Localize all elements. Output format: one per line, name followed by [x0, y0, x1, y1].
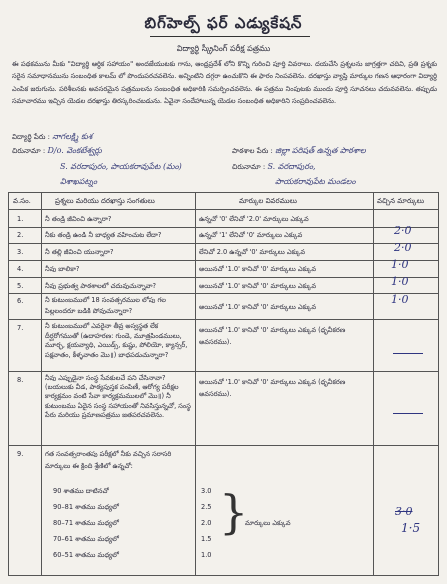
student-name-label: విద్యార్థి పేరు : — [12, 133, 50, 141]
row-5-scoring: అయినచో '1.0' కానిచో '0' మార్కులు ఎక్కువ — [199, 282, 317, 290]
title-underline — [150, 36, 310, 37]
mark-row-4: 1·0 — [391, 258, 409, 271]
row-divider — [9, 227, 438, 228]
form-subtitle: విద్యార్థి స్క్రీనింగ్ పరీక్ష పత్రము — [176, 44, 271, 53]
grade-1-score: 3.0 — [201, 487, 212, 495]
row-3-question: నీ తల్లి జీవించి యున్నారా? — [45, 248, 114, 256]
grade-4-label: 70–61 శాతము మధ్యలో — [53, 535, 119, 543]
student-name-row — [12, 132, 92, 143]
row-2-sno: 2. — [17, 231, 24, 239]
row-5-sno: 5. — [17, 282, 24, 290]
row-5-question: నీవు ప్రభుత్వ పాఠశాలలో చదువుచున్నావా? — [45, 282, 157, 290]
header-question: ప్రశ్నలు మరియు దరఖాస్తు సంగతులు — [55, 197, 155, 205]
row-divider — [9, 277, 438, 278]
mark-row-6: 1·0 — [391, 293, 409, 306]
row-divider — [9, 371, 438, 372]
column-divider — [41, 193, 42, 575]
column-divider — [373, 193, 374, 575]
row-7-sno: 7. — [17, 324, 24, 332]
row-8-question: నీవు ఎప్పుడైనా సంస్థ సేవకులచే పని చేసినావా? (బయలుకు వీడ, పాఠ్యపుస్తక పంపిణీ, ఆరోగ్య పరీక్షల కార్యక్రమం వంటి సేవా కార్యక్రమములలో మొ॥) నీ కుటుంబము ఏదైన సంస్థ సహాయంతో నివసిస్తున్నచో, సంస్థ పేరు మరియు ప్రమాణపత్రము జతపరచవలెను. — [45, 374, 191, 419]
assessment-table — [8, 192, 439, 576]
row-divider — [9, 260, 438, 261]
grade-4-score: 1.5 — [201, 535, 212, 543]
row-4-sno: 4. — [17, 265, 24, 273]
row-3-sno: 3. — [17, 248, 24, 256]
row-6-scoring: అయినచో '1.0' కానిచో '0' మార్కులు ఎక్కువ — [199, 303, 317, 311]
student-address-value-3: విశాఖపట్నం — [60, 177, 97, 186]
row-divider — [9, 319, 438, 320]
school-name-row — [232, 146, 366, 157]
school-address-row — [232, 162, 316, 173]
student-address-row — [12, 146, 102, 157]
row-6-question: నీ కుటుంబములో 18 సంవత్సరముల లోపు గల పిల్లలందరూ బడికి పోవుచున్నారా? — [45, 296, 166, 315]
grade-3-label: 80–71 శాతము మధ్యలో — [53, 519, 119, 527]
mark-row-1: 2·0 — [394, 224, 412, 237]
form-title: బిగ్‌హెల్ప్ ఫర్ ఎడ్యుకేషన్ — [144, 14, 303, 32]
row-1-scoring: ఉన్నచో '0' లేనిచో '2.0' మార్కులు ఎక్కువ — [199, 215, 309, 223]
row-4-question: నీవు బాలికా? — [45, 265, 80, 273]
row-7-scoring: అయినచో '1.0' కానిచో '0' మార్కులు ఎక్కువ (ధృవీకరణ అవసరము). — [199, 326, 346, 346]
student-name-value: నాగలక్ష్మి కుశ — [52, 132, 93, 141]
row-2-question: నీకు తండ్రి ఉండి నీ బాధ్యత వహించుట లేదా? — [45, 231, 162, 239]
grade-3-score: 2.0 — [201, 519, 212, 527]
column-divider — [195, 193, 196, 575]
mark-row-9: 1·5 — [401, 521, 421, 535]
school-name-value: జిల్లా పరిషత్ ఉన్నత పాఠశాల — [275, 146, 366, 155]
school-name-label: పాఠశాల పేరు : — [232, 147, 273, 155]
grade-2-label: 90–81 శాతము మధ్యలో — [53, 503, 119, 511]
header-marks: వచ్చిన మార్కులు — [377, 197, 425, 205]
row-4-scoring: అయినచో '1.0' కానిచో '0' మార్కులు ఎక్కువ — [199, 265, 317, 273]
row-2-scoring: ఉన్నచో '1' లేనిచో '0' మార్కులు ఎక్కువ — [199, 231, 303, 239]
row-1-question: నీ తండ్రి జీవించి ఉన్నారా? — [45, 215, 112, 223]
mark-row-9-struck: 3·0 — [395, 505, 413, 518]
header-scoring: మార్కుల వివరములు — [239, 197, 297, 205]
row-divider — [9, 293, 438, 294]
grade-5-label: 60–51 శాతము మధ్యలో — [53, 551, 119, 559]
row-8-scoring: అయినచో '1.0' కానిచో '0' మార్కులు ఎక్కువ (ధృవీకరణ అవసరము). — [199, 378, 346, 398]
grade-2-score: 2.5 — [201, 503, 212, 511]
mark-row-5: 1·0 — [391, 275, 409, 288]
header-sno: వ.సం. — [13, 197, 31, 205]
row-9-question: గత సంవత్సరాంతపు పరీక్షలో నీకు వచ్చిన సరాసరి మార్కులు ఈ క్రింది శ్రేణిలో ఉన్నచో: — [45, 450, 172, 470]
student-address-label: చిరునామా : — [12, 147, 46, 155]
mark-row-7-dash — [393, 353, 423, 354]
grade-1-label: 90 శాతము దాటినచో — [53, 487, 109, 495]
row-divider — [9, 243, 438, 244]
row-divider — [9, 445, 438, 446]
row-3-scoring: లేనిచో 2.0 ఉన్నచో '0' మార్కులు ఎక్కువ — [199, 248, 306, 256]
row-6-sno: 6. — [17, 297, 24, 305]
mark-row-3: 2·0 — [394, 241, 412, 254]
student-address-value-1: D/o. వెంకటేశ్వర్లు — [47, 146, 102, 155]
school-address-value-2: పాయకరావుపేట మండలం — [275, 177, 356, 186]
row-1-sno: 1. — [17, 215, 24, 223]
intro-paragraph: ఈ పథకమును మీకు "విద్యార్థి ఆర్థిక సహాయం" అందజేయుటకు గాను, ఆంధ్రప్రదేశ్ లోని కొన్ని గురించి పూర్తి వివరాలు. దయచేసి ప్రశ్నలను జాగ్రత్తగా చదివి, ప్రతి ప్రశ్నకు సరైన సమాధానమును సంబంధిత కాలమ్ లో పొందుపరచవలెను. అన్నింటిని దగ్గరా ఉంచుకొని ఈ ఫారం నింపవలెను. దరఖాస్తు వ్యాప్తి మార్కుల గణన ఆధారంగా విద్యార్థి ఎంపిక జరుగును. పరిశీలనకు అవసరమైన పత్రములను సంబంధిత అధికారికి సమర్పించవలెను. ఈ పత్రము నింపుటకు ముందు పూర్తి సూచనలు చదువవలెను. తప్పుడు సమాచారము ఇచ్చిన యెడల దరఖాస్తు తిరస్కరించబడును. ఏవైనా సందేహాలున్న యెడల సంబంధిత అధికారిని సంప్రదించవలెను. — [12, 60, 437, 106]
school-address-label: చిరునామా : — [232, 163, 266, 171]
mark-row-8-dash — [393, 413, 423, 414]
row-8-sno: 8. — [17, 376, 24, 384]
row-9-scoring: మార్కులు ఎక్కువ — [245, 519, 291, 527]
grade-brace: } — [219, 485, 249, 539]
student-address-value-2: S. వరదాపురం, పాయకరావుపేట (మం) — [60, 162, 182, 171]
row-7-question: నీ కుటుంబములో ఎవరైనా తీవ్ర అస్వస్థత లేక దీర్ఘరోగముతో (ఉదాహరణ: గుండె, మూత్రపిండములు, మూర్ఛ, క్షయవ్యాధి, ఎయిడ్స్, కుష్టు, పోలియో, క్యాన్సర్, పక్షవాతం, కీళ్ళవాతం మొ॥) బాధపడుచున్నారా? — [45, 322, 188, 359]
row-9-sno: 9. — [17, 450, 24, 458]
grade-5-score: 1.0 — [201, 551, 212, 559]
row-divider — [9, 209, 438, 210]
school-address-value-1: S. వరదాపురం, — [267, 162, 316, 171]
